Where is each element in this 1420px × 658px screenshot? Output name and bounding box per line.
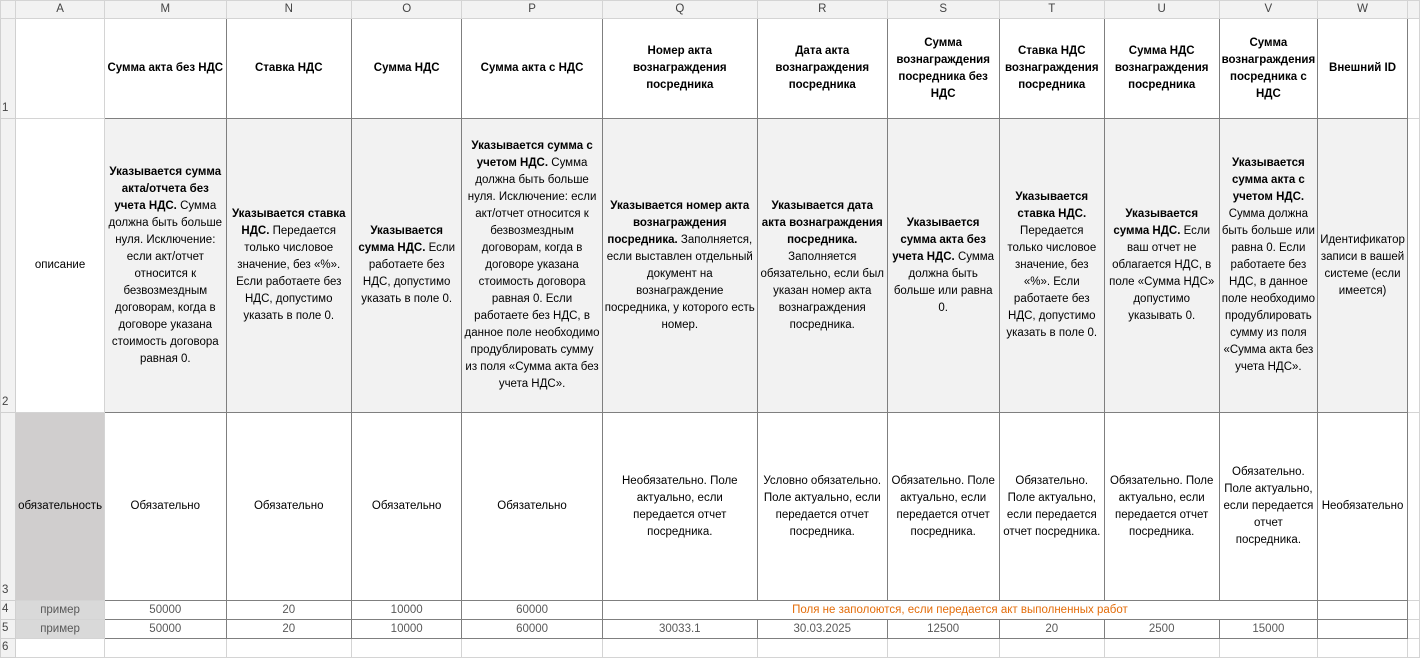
- example-label-1[interactable]: пример: [16, 601, 105, 620]
- cell-overflow-3[interactable]: [1407, 413, 1419, 601]
- select-all-corner[interactable]: [1, 1, 16, 19]
- required-row: [1, 413, 1420, 601]
- cell-overflow-5[interactable]: [1407, 620, 1419, 639]
- cell-overflow-4[interactable]: [1407, 601, 1419, 620]
- column-header-o[interactable]: O: [351, 1, 461, 19]
- cell-n6[interactable]: [226, 639, 351, 658]
- header-cell-n[interactable]: Ставка НДС: [226, 19, 351, 119]
- cell-a1[interactable]: [16, 19, 105, 119]
- description-label[interactable]: описание: [16, 119, 105, 413]
- header-cell-v[interactable]: Сумма вознаграждения посредника с НДС: [1219, 19, 1318, 119]
- description-cell-q[interactable]: Указывается номер акта вознаграждения посредника. Заполняется, если выставлен отдельный документ на вознаграждение посредника, у которого есть номер.: [602, 119, 757, 413]
- column-header-p[interactable]: P: [462, 1, 602, 19]
- required-cell-t[interactable]: Обязательно. Поле актуально, если передается отчет посредника.: [999, 413, 1104, 601]
- example2-cell-m[interactable]: 50000: [105, 620, 226, 639]
- column-header-overflow: [1407, 1, 1419, 19]
- example1-cell-o[interactable]: 10000: [351, 601, 461, 620]
- column-header-row: [1, 1, 1420, 19]
- header-cell-q[interactable]: Номер акта вознаграждения посредника: [602, 19, 757, 119]
- description-cell-p[interactable]: Указывается сумма с учетом НДС. Сумма должна быть больше нуля. Исключение: если акт/отчет относится к безвозмездным договорам, когда в договоре указана стоимость договора равная 0. Если работаете без НДС, в данное поле необходимо продублировать сумму из поля «Сумма акта без учета НДС».: [462, 119, 602, 413]
- row-header-3[interactable]: 3: [1, 413, 16, 601]
- example-row-1: [1, 601, 1420, 620]
- cell-p6[interactable]: [462, 639, 602, 658]
- description-row: [1, 119, 1420, 413]
- empty-row-6: [1, 639, 1420, 658]
- description-cell-s[interactable]: Указывается сумма акта без учета НДС. Сумма должна быть больше или равна 0.: [887, 119, 999, 413]
- header-cell-w[interactable]: Внешний ID: [1318, 19, 1408, 119]
- cell-u6[interactable]: [1104, 639, 1219, 658]
- column-header-u[interactable]: U: [1104, 1, 1219, 19]
- cell-q6[interactable]: [602, 639, 757, 658]
- cell-overflow-1[interactable]: [1407, 19, 1419, 119]
- example1-cell-n[interactable]: 20: [226, 601, 351, 620]
- example2-cell-n[interactable]: 20: [226, 620, 351, 639]
- column-header-s[interactable]: S: [887, 1, 999, 19]
- example2-cell-v[interactable]: 15000: [1219, 620, 1318, 639]
- cell-a6[interactable]: [16, 639, 105, 658]
- description-cell-t[interactable]: Указывается ставка НДС. Передается только числовое значение, без «%». Если работаете без НДС, допустимо указать в поле 0.: [999, 119, 1104, 413]
- description-cell-v[interactable]: Указывается сумма акта с учетом НДС. Сумма должна быть больше или равна 0. Если работаете без НДС, в данное поле необходимо продублировать сумму из поля «Сумма акта без учета НДС».: [1219, 119, 1318, 413]
- cell-overflow-6[interactable]: [1407, 639, 1419, 658]
- example1-cell-p[interactable]: 60000: [462, 601, 602, 620]
- required-label[interactable]: обязательность: [16, 413, 105, 601]
- header-cell-s[interactable]: Сумма вознаграждения посредника без НДС: [887, 19, 999, 119]
- required-cell-q[interactable]: Необязательно. Поле актуально, если передается отчет посредника.: [602, 413, 757, 601]
- required-cell-u[interactable]: Обязательно. Поле актуально, если передается отчет посредника.: [1104, 413, 1219, 601]
- column-header-m[interactable]: M: [105, 1, 226, 19]
- column-header-n[interactable]: N: [226, 1, 351, 19]
- column-header-r[interactable]: R: [757, 1, 887, 19]
- cell-m6[interactable]: [105, 639, 226, 658]
- column-header-t[interactable]: T: [999, 1, 1104, 19]
- required-cell-o[interactable]: Обязательно: [351, 413, 461, 601]
- required-cell-s[interactable]: Обязательно. Поле актуально, если передается отчет посредника.: [887, 413, 999, 601]
- row-header-6[interactable]: 6: [1, 639, 16, 658]
- description-cell-o[interactable]: Указывается сумма НДС. Если работаете без НДС, допустимо указать в поле 0.: [351, 119, 461, 413]
- column-header-v[interactable]: V: [1219, 1, 1318, 19]
- cell-o6[interactable]: [351, 639, 461, 658]
- column-header-a[interactable]: A: [16, 1, 105, 19]
- column-header-w[interactable]: W: [1318, 1, 1408, 19]
- example1-note-merged-cell[interactable]: Поля не заполоются, если передается акт выполненных работ: [602, 601, 1318, 620]
- required-cell-p[interactable]: Обязательно: [462, 413, 602, 601]
- description-cell-u[interactable]: Указывается сумма НДС. Если ваш отчет не облагается НДС, в поле «Сумма НДС» допустимо указывать 0.: [1104, 119, 1219, 413]
- cell-s6[interactable]: [887, 639, 999, 658]
- example-label-2[interactable]: пример: [16, 620, 105, 639]
- row-header-1[interactable]: 1: [1, 19, 16, 119]
- description-cell-m[interactable]: Указывается сумма акта/отчета без учета НДС. Сумма должна быть больше нуля. Исключение: если акт/отчет относится к безвозмездным договорам, когда в договоре указана стоимость договора равная 0.: [105, 119, 226, 413]
- header-cell-t[interactable]: Ставка НДС вознаграждения посредника: [999, 19, 1104, 119]
- example1-cell-w[interactable]: [1318, 601, 1408, 620]
- example-row-2: [1, 620, 1420, 639]
- required-cell-v[interactable]: Обязательно. Поле актуально, если передается отчет посредника.: [1219, 413, 1318, 601]
- row-header-4[interactable]: 4: [1, 601, 16, 620]
- example2-cell-o[interactable]: 10000: [351, 620, 461, 639]
- required-cell-w[interactable]: Необязательно: [1318, 413, 1408, 601]
- description-cell-w[interactable]: Идентификатор записи в вашей системе (если имеется): [1318, 119, 1408, 413]
- description-cell-r[interactable]: Указывается дата акта вознаграждения посредника. Заполняется обязательно, если был указан номер акта вознаграждения посредника.: [757, 119, 887, 413]
- example2-cell-w[interactable]: [1318, 620, 1408, 639]
- cell-v6[interactable]: [1219, 639, 1318, 658]
- example1-cell-m[interactable]: 50000: [105, 601, 226, 620]
- example2-cell-p[interactable]: 60000: [462, 620, 602, 639]
- cell-overflow-2[interactable]: [1407, 119, 1419, 413]
- example2-cell-t[interactable]: 20: [999, 620, 1104, 639]
- example2-cell-q[interactable]: 30033.1: [602, 620, 757, 639]
- row-header-2[interactable]: 2: [1, 119, 16, 413]
- required-cell-n[interactable]: Обязательно: [226, 413, 351, 601]
- required-cell-m[interactable]: Обязательно: [105, 413, 226, 601]
- header-cell-m[interactable]: Сумма акта без НДС: [105, 19, 226, 119]
- column-header-q[interactable]: Q: [602, 1, 757, 19]
- cell-r6[interactable]: [757, 639, 887, 658]
- required-cell-r[interactable]: Условно обязательно. Поле актуально, если передается отчет посредника.: [757, 413, 887, 601]
- header-cell-p[interactable]: Сумма акта с НДС: [462, 19, 602, 119]
- example2-cell-u[interactable]: 2500: [1104, 620, 1219, 639]
- header-cell-u[interactable]: Сумма НДС вознаграждения посредника: [1104, 19, 1219, 119]
- header-cell-o[interactable]: Сумма НДС: [351, 19, 461, 119]
- example2-cell-r[interactable]: 30.03.2025: [757, 620, 887, 639]
- example2-cell-s[interactable]: 12500: [887, 620, 999, 639]
- cell-w6[interactable]: [1318, 639, 1408, 658]
- description-cell-n[interactable]: Указывается ставка НДС. Передается только числовое значение, без «%». Если работаете без НДС, допустимо указать в поле 0.: [226, 119, 351, 413]
- row-header-5[interactable]: 5: [1, 620, 16, 639]
- header-cell-r[interactable]: Дата акта вознаграждения посредника: [757, 19, 887, 119]
- cell-t6[interactable]: [999, 639, 1104, 658]
- header-row: [1, 19, 1420, 119]
